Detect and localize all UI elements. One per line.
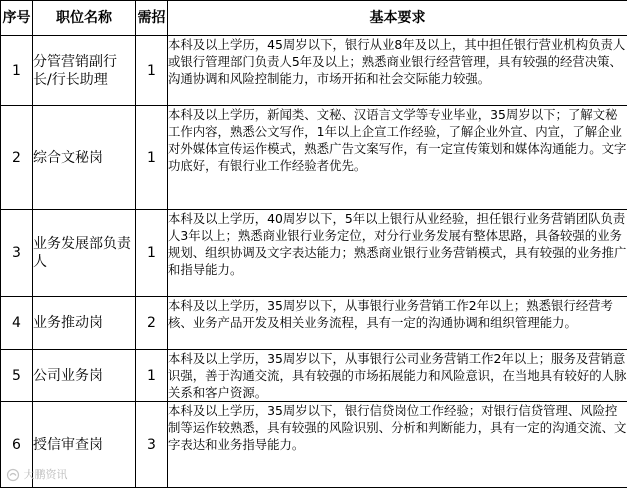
row-no: 4 [1, 297, 33, 350]
row-title: 公司业务岗 [33, 350, 136, 402]
row-count: 1 [136, 350, 168, 402]
row-count: 3 [136, 402, 168, 488]
row-requirements: 本科及以上学历，40周岁以下，5年以上银行从业经验，担任银行业务营销团队负责人3年以上；熟悉商业银行业务定位，对分行业务发展有整体思路，具备较强的业务规划、组织协调及文字表达能力；熟悉商业银行业务营销模式，具有较强的业务推广和指导能力。 [168, 210, 627, 297]
table-header-row [1, 1, 627, 36]
row-title: 综合文秘岗 [33, 106, 136, 210]
row-requirements: 本科及以上学历，新闻类、文秘、汉语言文学等专业毕业，35周岁以下；了解文秘工作内容，熟悉公文写作，1年以上企宣工作经验，了解企业外宣、内宣，了解企业对外媒体宣传运作模式，熟悉广告文案写作，有一定宣传策划和媒体沟通能力。文字功底好，有银行业工作经验者优先。 [168, 106, 627, 210]
row-title: 授信审查岗 [33, 402, 136, 488]
table-row [1, 210, 627, 297]
row-count: 1 [136, 36, 168, 106]
table-row [1, 402, 627, 488]
header-requirements: 基本要求 [168, 1, 627, 36]
row-title: 业务推动岗 [33, 297, 136, 350]
row-no: 6 [1, 402, 33, 488]
watermark-text: 大鹏资讯 [24, 468, 68, 481]
row-no: 3 [1, 210, 33, 297]
row-requirements: 本科及以上学历，35周岁以下，从事银行公司业务营销工作2年以上；服务及营销意识强，善于沟通交流，具有较强的市场拓展能力和风险意识，在当地具有较好的人脉关系和客户资源。 [168, 350, 627, 402]
table-row [1, 297, 627, 350]
row-requirements: 本科及以上学历，35周岁以下，从事银行业务营销工作2年以上；熟悉银行经营考核、业务产品开发及相关业务流程，具有一定的沟通协调和组织管理能力。 [168, 297, 627, 350]
table-row [1, 36, 627, 106]
table-row [1, 350, 627, 402]
header-count: 需招 [136, 1, 168, 36]
header-title: 职位名称 [33, 1, 136, 36]
row-no: 1 [1, 36, 33, 106]
row-requirements: 本科及以上学历，35周岁以下，银行信贷岗位工作经验；对银行信贷管理、风险控制等运作较熟悉，具有较强的风险识别、分析和判断能力，具有一定的沟通交流、文字表达和业务指导能力。 [168, 402, 627, 488]
row-no: 5 [1, 350, 33, 402]
row-count: 2 [136, 297, 168, 350]
header-no: 序号 [1, 1, 33, 36]
table-row [1, 106, 627, 210]
row-count: 1 [136, 106, 168, 210]
row-title: 业务发展部负责人 [33, 210, 136, 297]
row-count: 1 [136, 210, 168, 297]
row-title: 分管营销副行长/行长助理 [33, 36, 136, 106]
row-requirements: 本科及以上学历，45周岁以下，银行从业8年及以上，其中担任银行营业机构负责人或银行管理部门负责人5年及以上；熟悉商业银行经营管理，具有较强的经营决策、沟通协调和风险控制能力，市场开拓和社会交际能力较强。 [168, 36, 627, 106]
watermark [6, 466, 68, 482]
row-no: 2 [1, 106, 33, 210]
watermark-logo-icon [6, 468, 20, 482]
